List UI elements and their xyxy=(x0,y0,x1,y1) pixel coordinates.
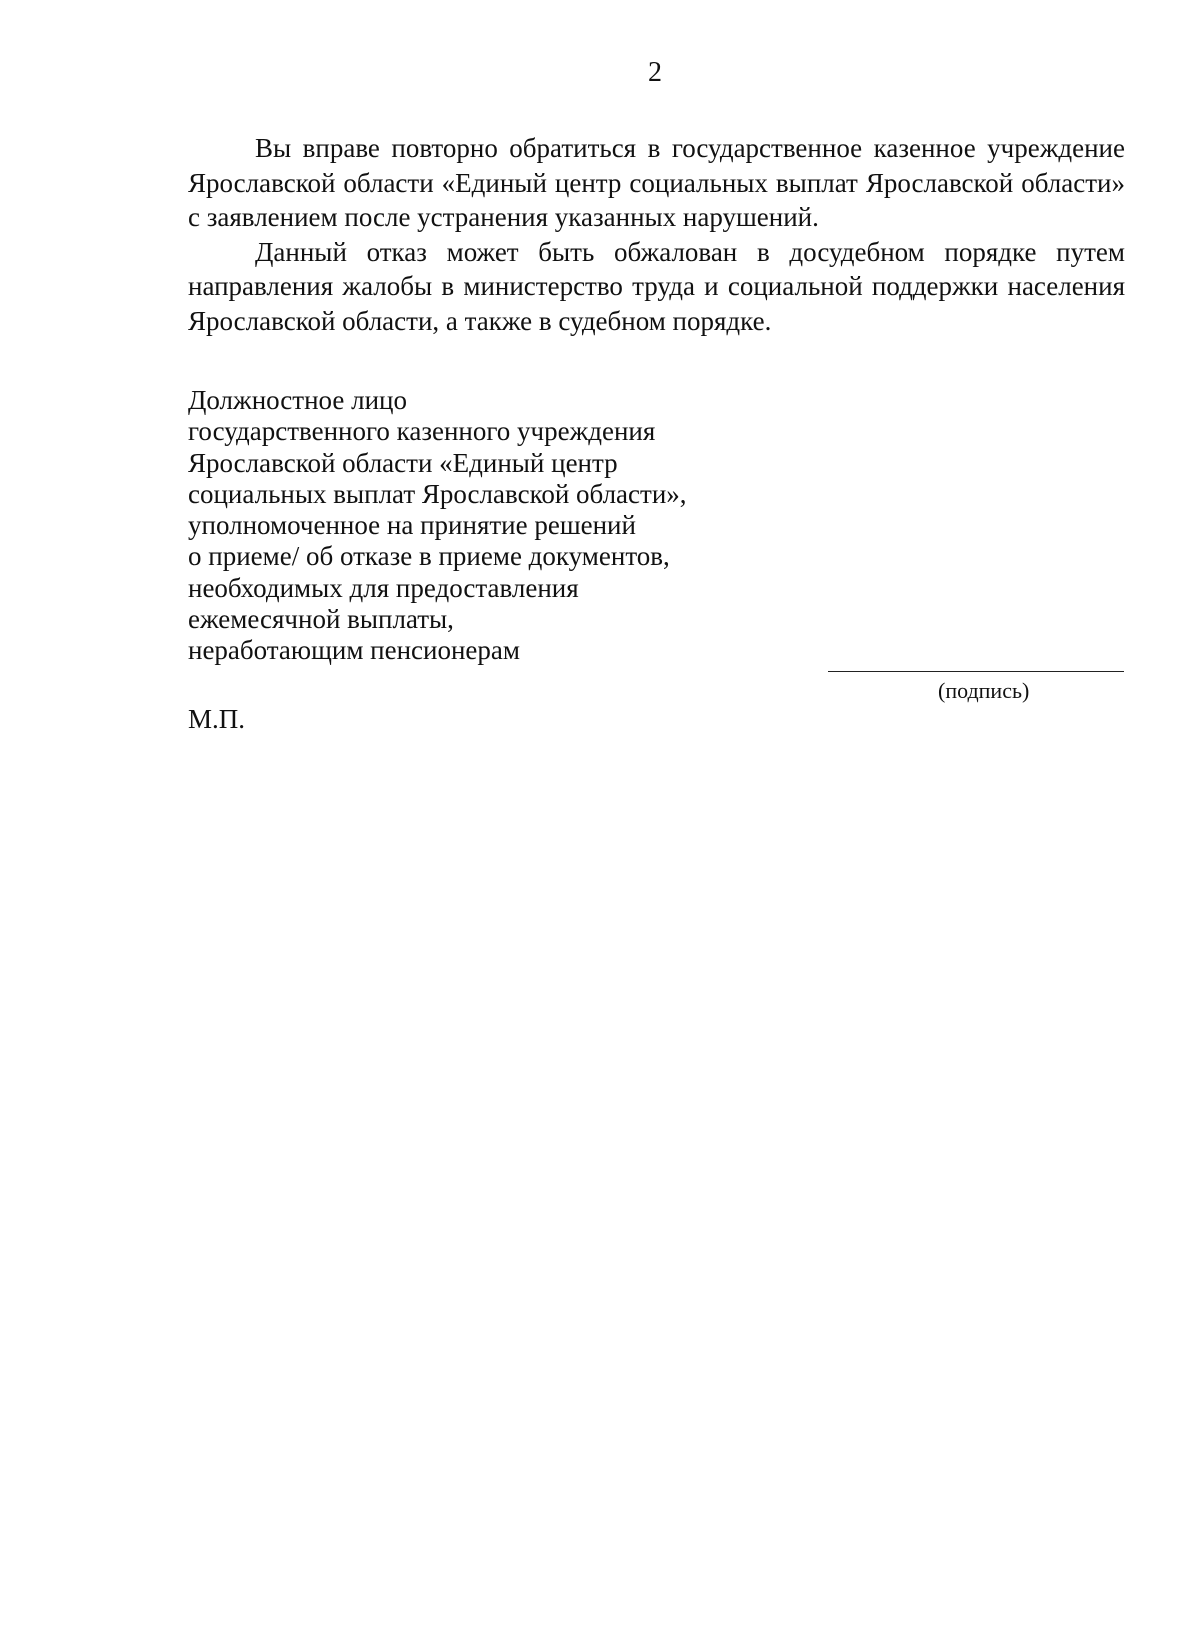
signatory-line: Должностное лицо xyxy=(188,385,407,415)
page-number: 2 xyxy=(648,57,662,88)
signatory-line: Ярославской области «Единый центр xyxy=(188,447,618,478)
signatory-line: государственного казенного учреждения xyxy=(188,416,656,447)
signatory-line: неработающим пенсионерам xyxy=(188,635,520,666)
signatory-line: необходимых для предоставления xyxy=(188,572,579,603)
signatory-line: о приеме/ об отказе в приеме документов, xyxy=(188,541,670,572)
signatory-title-block xyxy=(188,385,788,667)
paragraph-appeal: Данный отказ может быть обжалован в досудебном порядке путем направления жалобы в министерство труда и социальной поддержки населения Ярославской области, а также в судебном порядке. xyxy=(188,236,1125,336)
signature-caption: (подпись) xyxy=(938,678,1030,703)
body-text xyxy=(188,131,1125,338)
signatory-line: социальных выплат Ярославской области», xyxy=(188,478,687,509)
paragraph-reapply: Вы вправе повторно обратиться в государственное казенное учреждение Ярославской области «Единый центр социальных выплат Ярославской области» с заявлением после устранения указанных нарушений. xyxy=(188,133,1125,232)
signatory-line: ежемесячной выплаты, xyxy=(188,604,454,635)
signatory-line: уполномоченное на принятие решений xyxy=(188,510,636,541)
signature-line xyxy=(828,671,1124,672)
seal-mark: М.П. xyxy=(188,704,246,734)
